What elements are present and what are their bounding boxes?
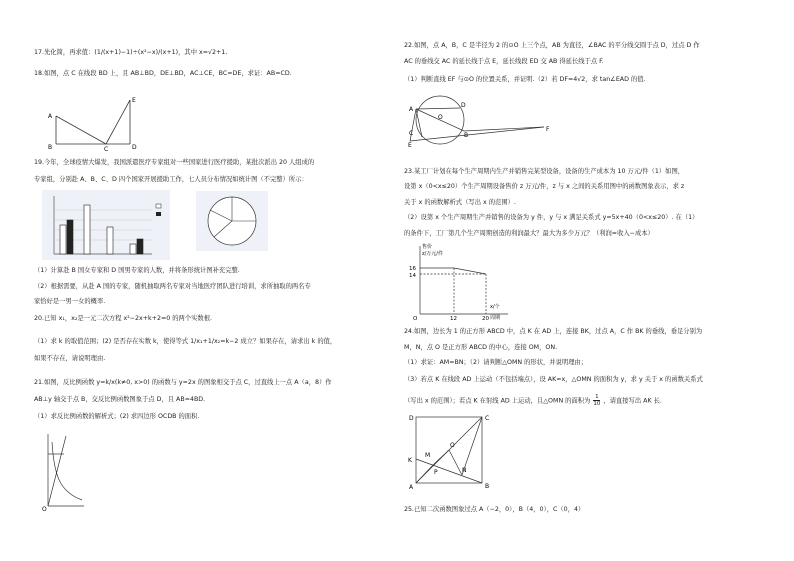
question-24-line5b: ，请直接写出 AK 长. xyxy=(603,397,662,405)
figure-q21 xyxy=(40,432,86,512)
label-b: B xyxy=(48,144,53,151)
question-18: 18.如图，点 C 在线段 BD 上，且 AB⊥BD，DE⊥BD，AC⊥CE，BC=DE，求证：AB=CD. xyxy=(34,70,292,77)
question-24-line1: 24.如图，边长为 1 的正方形 ABCD 中，点 K 在 AD 上，连接 BK，过点 A，C 作 BK 的垂线，垂足分别为 xyxy=(404,328,703,335)
label-e: E xyxy=(132,97,136,104)
label-d: D xyxy=(461,102,466,109)
origin-label: O xyxy=(413,316,418,322)
question-21-line3: （1）求反比例函数的解析式；(2) 求四边形 OCDB 的面积. xyxy=(34,413,200,420)
figure-q19-bar xyxy=(42,190,170,260)
question-19-part2a: （2）根据需要，从赴 A 国的专家，随机抽取两名专家对当地医疗团队进行培训，求所抽取的两名专 xyxy=(34,283,311,290)
question-24-line4: （3）若点 K 在线段 AD 上运动（不包括端点），设 AK=x，△OMN 的面积为 y，求 y 关于 x 的函数关系式 xyxy=(404,376,703,383)
question-20-line1: 20.已知 x₁，x₂是一元二次方程 x²−2x+k+2=0 的两个实数根. xyxy=(34,315,213,322)
question-24-line5 xyxy=(404,394,662,407)
label-b: B xyxy=(464,132,469,139)
label-p: P xyxy=(434,469,438,476)
question-20-line2: （1）求 k 的取值范围；(2) 是否存在实数 k，使得等式 1/x₁+1/x₂=k−2 成立？如果存在，请求出 k 的值， xyxy=(34,338,337,345)
label-m: M xyxy=(425,452,431,459)
figure-q18 xyxy=(44,94,144,153)
figure-q23 xyxy=(406,242,518,320)
label-o: O xyxy=(438,114,443,121)
question-23-line1: 23.某工厂计划在每个生产周期内生产并销售完某型设备，设备的生产成本为 10 万元/件（1）如图， xyxy=(404,168,685,175)
question-17: 17.先化简，再求值：(1/(x+1)−1)÷(x²−x)/(x+1)，其中 x=√2+1. xyxy=(34,49,228,56)
y-tick-14: 14 xyxy=(409,273,416,279)
x-tick-20: 20 xyxy=(482,316,489,322)
question-22-line1: 22.如图，点 A，B，C 是半径为 2 的⊙O 上三个点，AB 为直径，∠BAC 的平分线交圆于点 D，过点 D 作 xyxy=(404,42,700,49)
label-e: E xyxy=(408,142,412,149)
label-c: C xyxy=(104,146,109,153)
question-23-line3: 关于 x 的函数解析式（写出 x 的范围）. xyxy=(404,199,516,206)
question-19-line2: 专家组，分别赴 A、B、C、D 四个国家开展援助工作，七人员分布情况如统计图（不完整）所示： xyxy=(34,176,308,183)
label-f: F xyxy=(546,126,550,133)
question-21-line2: AB⊥y 轴交于点 B，交反比例函数图象于点 D，且 AB=4BD. xyxy=(34,396,206,403)
question-24-line5a: （写出 x 的范围）；若点 K 在射线 AD 上运动，且△OMN 的面积为 xyxy=(404,397,591,405)
label-n: N xyxy=(462,467,467,474)
right-column xyxy=(404,0,779,561)
label-o: O xyxy=(450,442,455,449)
label-d: D xyxy=(409,415,414,422)
chart-title-2: z/万元/件 xyxy=(422,251,443,257)
question-21-line1: 21.如图，反比例函数 y=k/x(k≠0, x>0) 的函数与 y=2x 的图象相交于点 C，过直线上一点 A（a，8）作 xyxy=(34,379,332,386)
chart-title-1: 售价 xyxy=(422,244,433,250)
x-tick-12: 12 xyxy=(450,316,457,322)
x-label-1: x/个 xyxy=(490,304,500,310)
label-o: O xyxy=(42,506,47,513)
question-25: 25.已知二次函数图象过点 A（−2，0），B（4，0），C（0，4） xyxy=(404,506,585,513)
question-19-part2b: 家恰好是一男一女的概率. xyxy=(34,298,106,305)
figure-q24 xyxy=(406,412,496,490)
fraction xyxy=(593,394,600,407)
y-tick-16: 16 xyxy=(409,266,416,272)
question-23-line2: 设第 x（0<x≤20）个生产周期设备售价 z 万元/件，z 与 x 之间的关系用图中的函数图象表示，求 z xyxy=(404,183,685,190)
left-column xyxy=(34,0,409,561)
label-a: A xyxy=(409,484,414,491)
label-a: A xyxy=(409,106,414,113)
question-19-line1: 19.今年，全球疫情大爆发，我国派遣医疗专家组对一些国家进行医疗援助，某批次派出 20 人组成的 xyxy=(34,159,315,166)
label-k: K xyxy=(408,457,412,464)
label-a: A xyxy=(48,113,53,120)
question-20-line3: 如果不存在，请说明理由. xyxy=(34,355,106,362)
question-23-line4: （2）设第 x 个生产周期生产并销售的设备为 y 件，y 与 x 满足关系式 y=5x+40（0<x≤20）. 在（1） xyxy=(404,214,699,221)
label-c: C xyxy=(409,130,414,137)
question-24-line3: （1）求证：AM=BN；（2）请判断△OMN 的形状，并说明理由； xyxy=(404,359,588,366)
figure-q22 xyxy=(404,95,554,149)
figure-q19-pie xyxy=(196,191,268,251)
label-d: D xyxy=(132,144,137,151)
label-c: C xyxy=(485,415,490,422)
fraction-numerator: 1 xyxy=(595,394,599,400)
question-23-line5: 的条件下，工厂第几个生产周期创造的利润最大？最大为多少万元？（利润=收入−成本） xyxy=(404,230,654,237)
question-19-part1: （1）计算赴 B 国女专家和 D 国男专家的人数，并将条形统计图补充完整. xyxy=(34,267,240,274)
question-24-line2: M，N，点 O 是正方形 ABCD 的中心，连接 OM，ON. xyxy=(404,344,558,351)
question-22-line2: AC 的垂线交 AC 的延长线于点 E，延长线段 ED 交 AB 得延长线于点 F. xyxy=(404,58,604,65)
question-22-line3: （1）判断直线 EF 与⊙O 的位置关系，并证明.（2）若 DF=4√2，求 tan∠EAD 的值. xyxy=(404,76,646,83)
fraction-denominator: 10 xyxy=(593,401,601,407)
x-label-2: 周期 xyxy=(490,315,501,321)
label-b: B xyxy=(485,483,490,490)
